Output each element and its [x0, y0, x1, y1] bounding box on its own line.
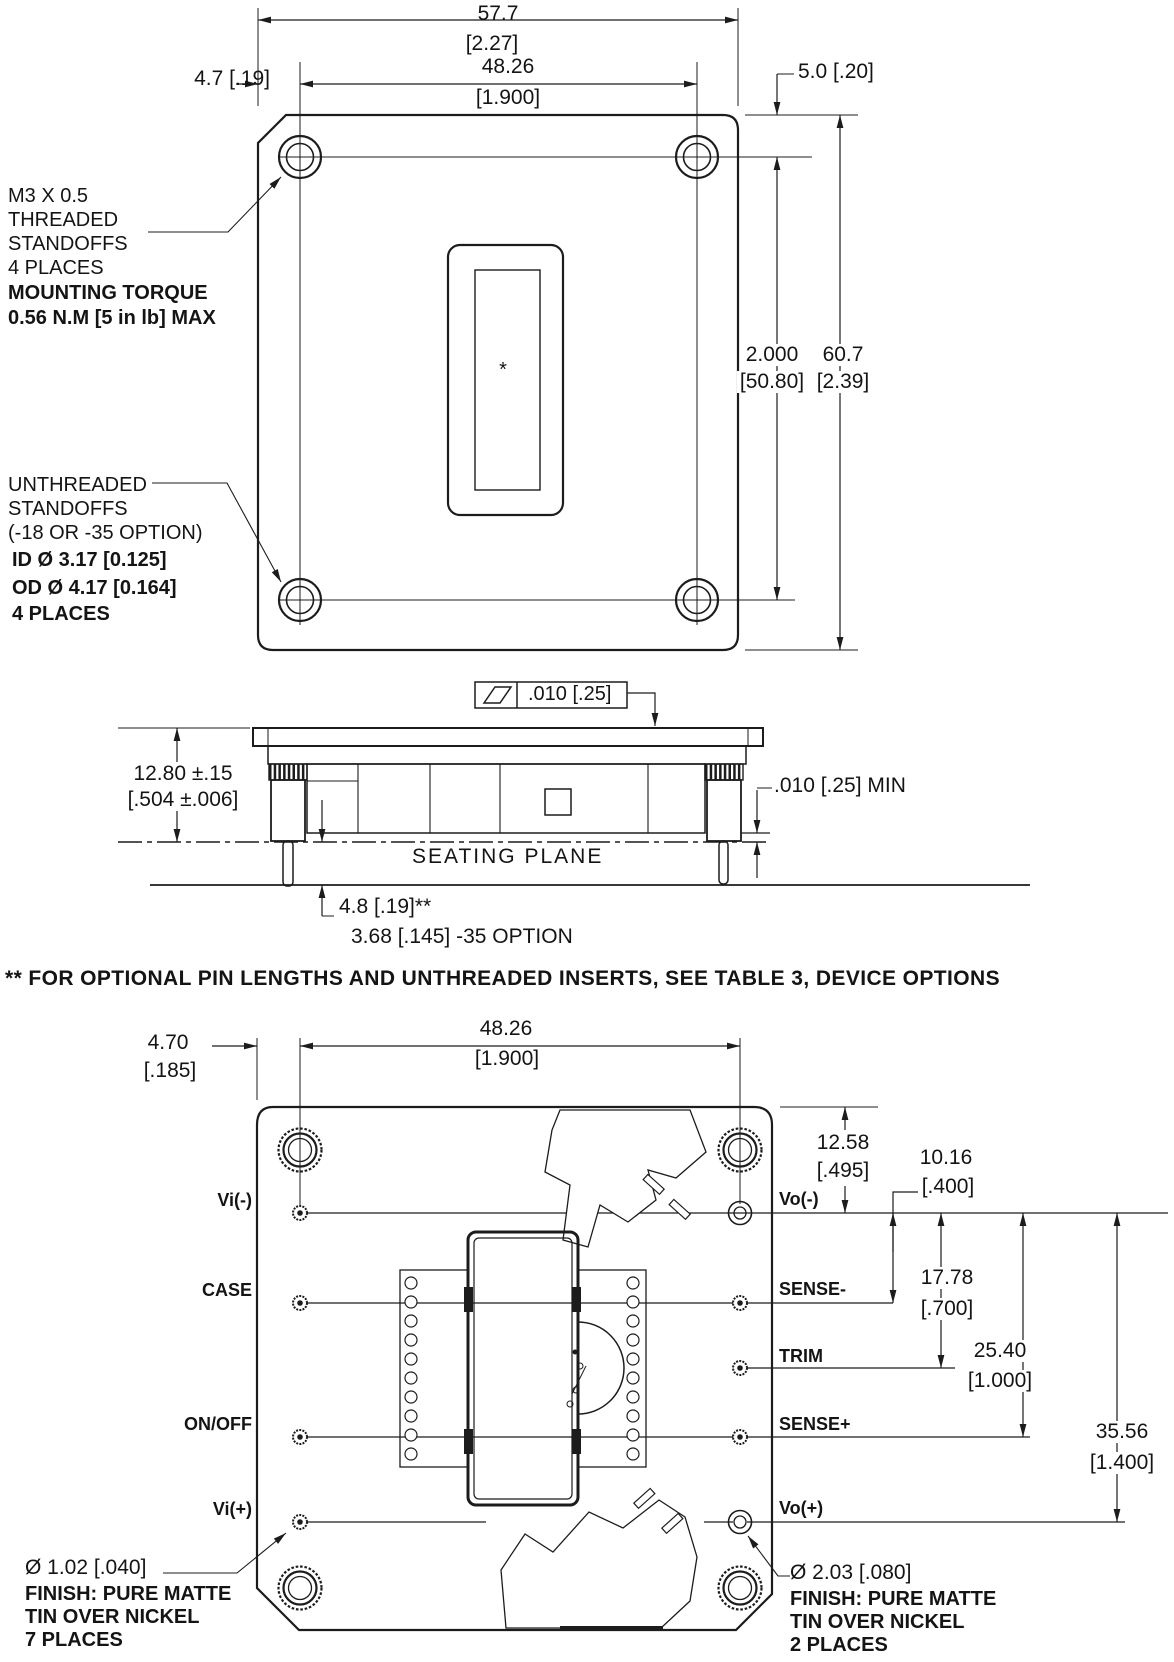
dim-side-pin-length: 4.8 [.19]** [339, 895, 432, 918]
dim-side-clearance: .010 [.25] MIN [774, 774, 906, 797]
note-finish-left-dia: Ø 1.02 [.040] [25, 1556, 147, 1579]
note-finish-right-line2: FINISH: PURE MATTE [790, 1588, 997, 1610]
note-threaded-line2: THREADED [8, 209, 119, 231]
note-finish-right-line3: TIN OVER NICKEL [790, 1611, 965, 1633]
dim-top-height-mm: [50.80] [737, 371, 807, 393]
pin-label-vi-neg: Vi(-) [217, 1190, 252, 1210]
dim-top-height-in: 2.000 [743, 344, 802, 366]
dim-row3-in: [1.000] [965, 1370, 1035, 1392]
dim-row1-mm: 10.16 [919, 1146, 973, 1169]
dim-top-total-in: [2.39] [814, 371, 873, 393]
note-threaded-line1: M3 X 0.5 [8, 185, 89, 207]
dim-row2-in: [.700] [918, 1298, 977, 1320]
pin-label-on-off: ON/OFF [184, 1414, 252, 1434]
dim-top-pins-mm: 48.26 [481, 55, 535, 78]
dim-row1-in: [.400] [921, 1175, 975, 1198]
dim-top-width-mm: 57.7 [477, 2, 519, 25]
dim-row4-mm: 35.56 [1093, 1421, 1152, 1443]
pin-label-trim: TRIM [779, 1346, 823, 1366]
dim-top-offset: 4.7 [.19] [194, 67, 270, 90]
footnote-device-options: ** FOR OPTIONAL PIN LENGTHS AND UNTHREADED INSERTS, SEE TABLE 3, DEVICE OPTIONS [5, 967, 1000, 990]
note-finish-right-places: 2 PLACES [790, 1634, 888, 1656]
flatness-callout-value: .010 [.25] [528, 683, 612, 705]
pin-label-vi-pos: Vi(+) [212, 1499, 252, 1519]
label-window-asterisk: * [499, 359, 507, 381]
side-view [118, 682, 1030, 916]
pin-label-sense-pos: SENSE+ [779, 1414, 851, 1434]
dim-row3-mm: 25.40 [971, 1340, 1030, 1362]
dim-top-width-in: [2.27] [465, 32, 519, 55]
pin-label-vo-neg: Vo(-) [779, 1189, 819, 1209]
note-unthreaded-line3: (-18 OR -35 OPTION) [8, 522, 203, 544]
dim-side-pin-length-option: 3.68 [.145] -35 OPTION [351, 925, 573, 948]
note-unthreaded-line2: STANDOFFS [8, 498, 128, 520]
dim-bottom-pins-in: [1.900] [474, 1047, 540, 1070]
note-mounting-torque: MOUNTING TORQUE [8, 282, 208, 304]
dim-bottom-pins-mm: 48.26 [479, 1017, 533, 1040]
dim-bottom-offset-mm: 4.70 [147, 1031, 189, 1054]
note-finish-left-line3: TIN OVER NICKEL [25, 1606, 200, 1628]
dim-row0-mm: 12.58 [816, 1131, 870, 1154]
dim-bottom-offset-in: [.185] [143, 1059, 197, 1082]
note-finish-right-dia: Ø 2.03 [.080] [790, 1561, 912, 1584]
pin-label-sense-neg: SENSE- [779, 1279, 847, 1299]
bottom-view [163, 1038, 1168, 1630]
note-finish-left-line2: FINISH: PURE MATTE [25, 1583, 232, 1605]
label-seating-plane: SEATING PLANE [412, 845, 604, 868]
dim-top-total-mm: 60.7 [820, 344, 867, 366]
pin-label-case: CASE [201, 1280, 252, 1300]
note-unthreaded-id: ID Ø 3.17 [0.125] [12, 549, 167, 571]
pin-label-vo-pos: Vo(+) [779, 1498, 824, 1518]
dim-row2-mm: 17.78 [918, 1267, 977, 1289]
dim-row0-in: [.495] [816, 1159, 870, 1182]
dim-side-height-mm: 12.80 ±.15 [130, 763, 235, 785]
note-unthreaded-line1: UNTHREADED [8, 474, 147, 496]
note-unthreaded-places: 4 PLACES [12, 603, 110, 625]
note-unthreaded-od: OD Ø 4.17 [0.164] [12, 577, 177, 599]
note-torque-value: 0.56 N.M [5 in lb] MAX [8, 307, 216, 329]
dim-side-height-in: [.504 ±.006] [125, 789, 242, 811]
note-threaded-line3: STANDOFFS [8, 233, 128, 255]
dim-row4-in: [1.400] [1087, 1452, 1157, 1474]
note-threaded-line4: 4 PLACES [8, 257, 104, 279]
dim-top-edge: 5.0 [.20] [798, 60, 874, 83]
dim-top-pins-in: [1.900] [475, 86, 541, 109]
note-finish-left-places: 7 PLACES [25, 1629, 123, 1651]
